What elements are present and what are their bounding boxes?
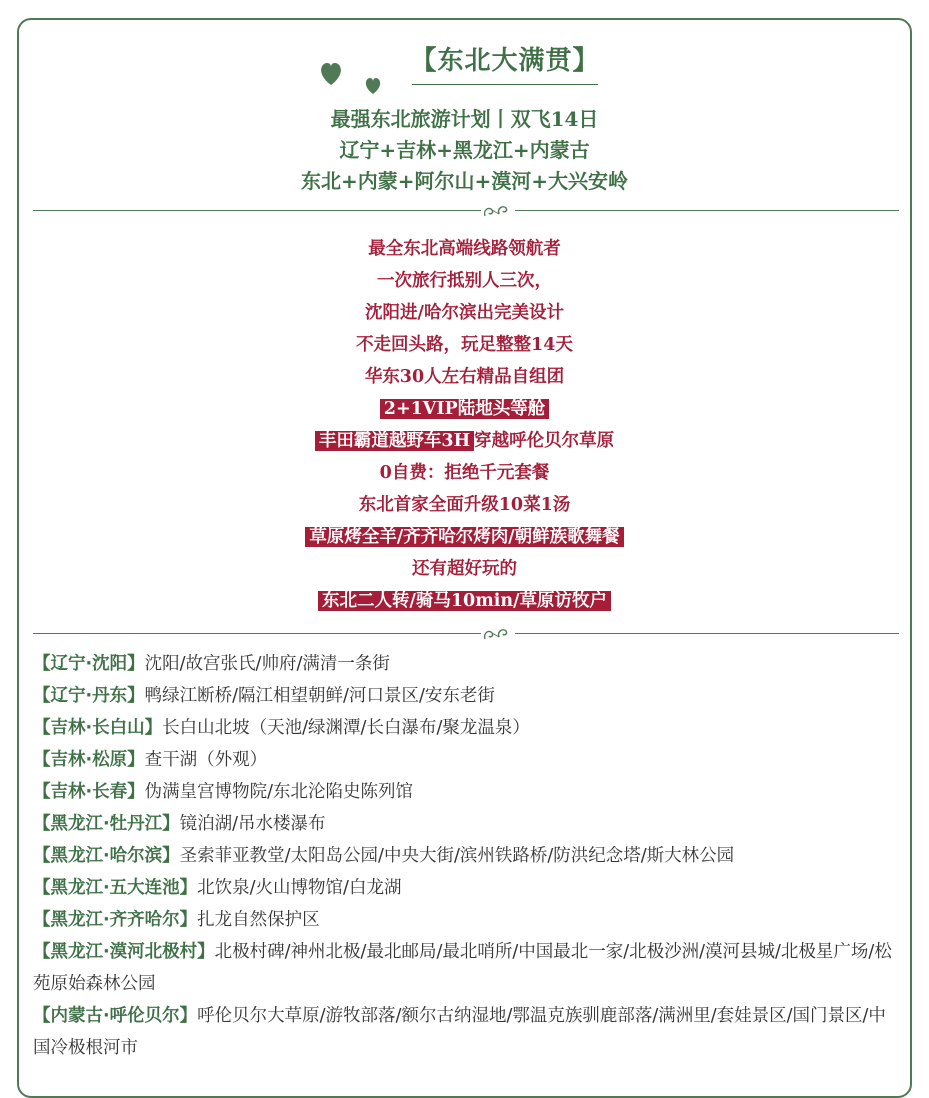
region-tag: 【辽宁·丹东】: [33, 686, 145, 706]
list-item: [33, 904, 903, 936]
list-item: [33, 1000, 903, 1064]
list-item: [33, 680, 903, 712]
region-tag: 【吉林·松原】: [33, 750, 145, 770]
highlight-line: 还有超好玩的: [412, 559, 517, 579]
region-tag: 【黑龙江·哈尔滨】: [33, 846, 180, 866]
list-item: [33, 808, 903, 840]
highlight-line: 华东30人左右精品自组团: [364, 367, 565, 387]
spots-text: 长白山北坡（天池/绿渊潭/长白瀑布/聚龙温泉）: [162, 718, 530, 738]
spots-text: 沈阳/故宫张氏/帅府/满清一条街: [144, 654, 390, 674]
highlight-line: 不走回头路，玩足整整14天: [356, 335, 573, 355]
itinerary-list: [33, 648, 903, 1064]
scroll-ornament-icon: [481, 625, 515, 643]
region-tag: 【辽宁·沈阳】: [33, 654, 145, 674]
list-item: [33, 712, 903, 744]
spots-text: 圣索菲亚教堂/太阳岛公园/中央大街/滨州铁路桥/防洪纪念塔/斯大林公园: [179, 846, 735, 866]
list-item: [33, 840, 903, 872]
list-item: [33, 648, 903, 680]
page-title: 【东北大满贯】: [410, 46, 600, 76]
highlight-line: 东北首家全面升级10菜1汤: [358, 495, 571, 515]
highlight-line: [0, 524, 929, 550]
spots-text: 北极村碑/神州北极/最北邮局/最北哨所/中国最北一家/北极沙洲/漠河县城/北极星广场/松苑原始森林公园: [33, 942, 892, 994]
list-item: [33, 936, 903, 1000]
spots-text: 鸭绿江断桥/隔江相望朝鲜/河口景区/安东老街: [144, 686, 495, 706]
spots-text: 伪满皇宫博物院/东北沦陷史陈列馆: [144, 782, 414, 802]
highlight-badge: 东北二人转/骑马10min/草原访牧户: [318, 591, 611, 611]
heart-icon: [366, 78, 380, 94]
highlight-line: [0, 396, 929, 422]
subtitle-3: 东北+内蒙+阿尔山+漠河+大兴安岭: [300, 169, 629, 193]
highlight-badge: 2+1VIP陆地头等舱: [380, 399, 549, 419]
highlight-badge: 丰田霸道越野车3H: [315, 431, 474, 451]
divider: [33, 628, 899, 644]
spots-text: 北饮泉/火山博物馆/白龙湖: [197, 878, 402, 898]
title-block: [400, 42, 610, 85]
list-item: [33, 872, 903, 904]
list-item: [33, 744, 903, 776]
divider: [33, 205, 899, 221]
list-item: [33, 776, 903, 808]
region-tag: 【黑龙江·五大连池】: [33, 878, 198, 898]
highlight-line: 一次旅行抵别人三次，: [377, 271, 552, 291]
highlight-line: 丰田霸道越野车3H 穿越呼伦贝尔草原: [0, 428, 929, 454]
subtitle-1: 最强东北旅游计划丨双飞14日: [330, 107, 599, 131]
spots-text: 查干湖（外观）: [144, 750, 268, 770]
spots-text: 扎龙自然保护区: [197, 910, 320, 930]
highlight-line: 0自费：拒绝千元套餐: [379, 463, 550, 483]
highlight-line: 最全东北高端线路领航者: [368, 239, 561, 259]
region-tag: 【吉林·长春】: [33, 782, 145, 802]
scroll-ornament-icon: [481, 202, 515, 220]
region-tag: 【内蒙古·呼伦贝尔】: [33, 1006, 198, 1026]
spots-text: 呼伦贝尔大草原/游牧部落/额尔古纳湿地/鄂温克族驯鹿部落/满洲里/套娃景区/国门景区/中国冷极根河市: [33, 1006, 886, 1058]
region-tag: 【黑龙江·牡丹江】: [33, 814, 180, 834]
region-tag: 【吉林·长白山】: [33, 718, 163, 738]
subtitle-2: 辽宁+吉林+黑龙江+内蒙古: [339, 138, 590, 162]
title-underline: [412, 84, 598, 85]
region-tag: 【黑龙江·漠河北极村】: [33, 942, 215, 962]
region-tag: 【黑龙江·齐齐哈尔】: [33, 910, 198, 930]
highlight-badge: 草原烤全羊/齐齐哈尔烤肉/朝鲜族歌舞餐: [305, 527, 623, 547]
highlight-line: 沈阳进/哈尔滨出完美设计: [365, 303, 564, 323]
heart-icon: [321, 63, 341, 85]
hearts-decoration: [318, 60, 388, 96]
spots-text: 镜泊湖/吊水楼瀑布: [179, 814, 326, 834]
highlight-line: [0, 588, 929, 614]
